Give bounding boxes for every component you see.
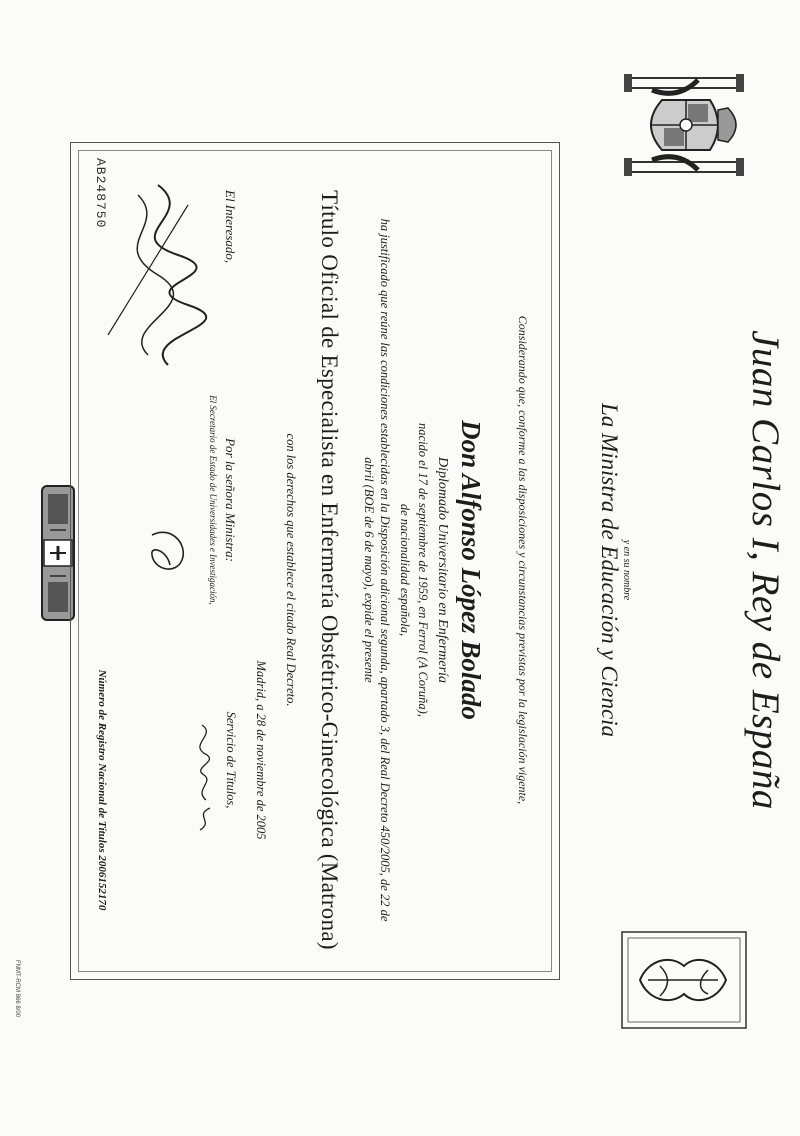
place-date: Madrid, a 28 de noviembre de 2005: [254, 660, 268, 840]
interesado-signature: [98, 175, 218, 375]
heading: Juan Carlos I, Rey de España: [744, 330, 787, 810]
registro-line: Número de Registro Nacional de Títulos 2006152170: [96, 669, 108, 911]
interesado-label: El Interesado,: [223, 190, 238, 264]
ministra-line: La Ministra de Educación y Ciencia: [597, 402, 622, 738]
secretario-signature: [142, 520, 192, 590]
servicio-signature: [182, 720, 222, 840]
servicio-line: Servicio de Títulos,: [224, 711, 238, 809]
print-code: FNMT-RCM 866 8/00: [14, 960, 20, 1018]
seal-icon: [620, 930, 748, 1030]
derechos-line: con los derechos que establece el citado Real Decreto.: [284, 433, 298, 707]
serial-number: AB248750: [93, 158, 108, 229]
justificado-line-1: ha justificado que reúne las condiciones establecidas en la Disposición adicional segunda, apartado 3, del Real Decreto 450/2005, de 22 de: [378, 218, 392, 922]
secretario-line: El Secretario de Estado de Universidades e Investigación,: [208, 395, 218, 605]
holder-name: Don Alfonso López Bolado: [456, 420, 486, 720]
su-nombre: y en su nombre: [621, 539, 632, 601]
por-ministra-line: Por la señora Ministra:: [223, 438, 238, 562]
birth-line: nacido el 17 de septiembre de 1959, en Ferrol (A Coruña),: [416, 423, 430, 717]
nationality-line: de nacionalidad española,: [398, 503, 412, 637]
coat-of-arms-icon: [618, 70, 748, 180]
title-line: Título Oficial de Especialista en Enfermería Obstétrico-Ginecológica (Matrona): [317, 190, 342, 950]
justificado-line-2: abril (BOE de 6 de mayo), expide el presente: [362, 457, 376, 683]
considerando-line: Considerando que, conforme a las disposiciones y circunstancias previstas por la legislación vigente,: [516, 315, 530, 805]
diploma-line: Diplomado Universitario en Enfermería: [435, 457, 450, 683]
